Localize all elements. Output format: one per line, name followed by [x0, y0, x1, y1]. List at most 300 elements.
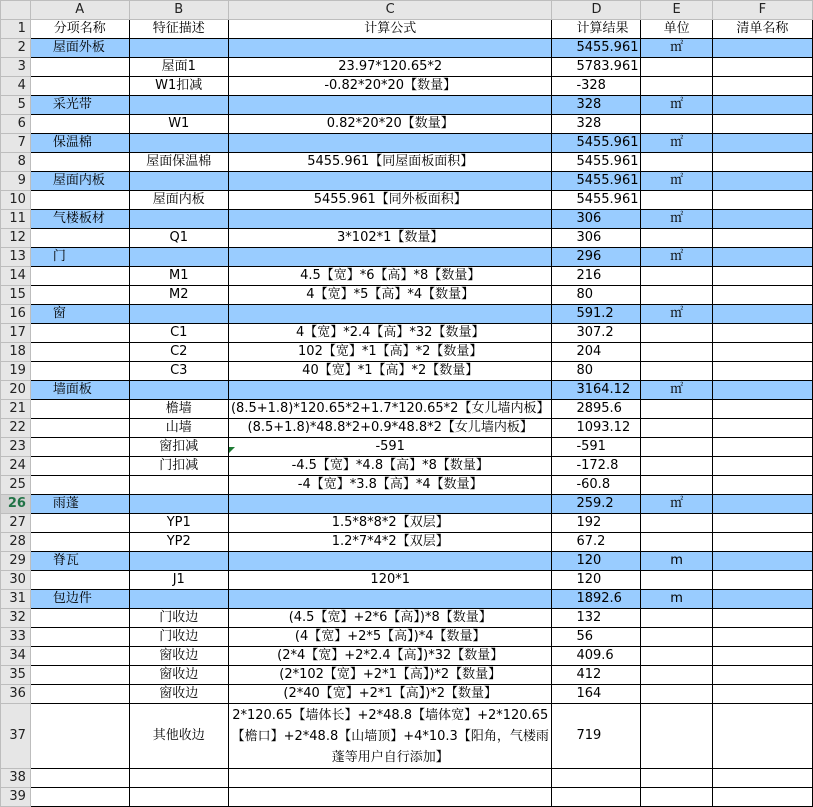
column-header-f[interactable]: F — [712, 1, 812, 20]
cell-b[interactable] — [129, 552, 228, 571]
cell-f[interactable] — [712, 381, 812, 400]
cell-b[interactable]: J1 — [129, 571, 228, 590]
cell-f[interactable] — [712, 96, 812, 115]
cell-d[interactable]: 216 — [552, 267, 641, 286]
cell-f[interactable] — [712, 400, 812, 419]
cell-a[interactable]: 分项名称 — [30, 20, 129, 39]
cell-c[interactable]: 23.97*120.65*2 — [228, 58, 551, 77]
cell-b[interactable]: W1 — [129, 115, 228, 134]
cell-f[interactable] — [712, 704, 812, 769]
cell-e[interactable]: ㎡ — [641, 305, 712, 324]
cell-c[interactable]: 2*120.65【墙体长】+2*48.8【墙体宽】+2*120.65【檐口】+2*48.8【山墙顶】+4*10.3【阳角，气楼雨蓬等用户自行添加】 — [228, 704, 551, 769]
table-row — [1, 533, 813, 552]
cell-b[interactable]: 门收边 — [129, 628, 228, 647]
table-row — [1, 210, 813, 229]
cell-c[interactable]: (8.5+1.8)*120.65*2+1.7*120.65*2【女儿墙内板】 — [228, 400, 551, 419]
cell-a[interactable]: 采光带 — [30, 96, 129, 115]
cell-d[interactable]: 计算结果 — [552, 20, 641, 39]
cell-f[interactable] — [712, 267, 812, 286]
cell-a[interactable] — [30, 286, 129, 305]
cell-b[interactable] — [129, 495, 228, 514]
cell-f[interactable] — [712, 457, 812, 476]
cell-c[interactable]: (2*102【宽】+2*1【高】)*2【数量】 — [228, 666, 551, 685]
cell-e[interactable]: ㎡ — [641, 381, 712, 400]
cell-a[interactable] — [30, 77, 129, 96]
cell-d[interactable]: 1892.6 — [552, 590, 641, 609]
cell-a[interactable] — [30, 514, 129, 533]
cell-e[interactable] — [641, 647, 712, 666]
cell-d[interactable]: 204 — [552, 343, 641, 362]
row-header[interactable]: 8 — [1, 153, 31, 172]
cell-a[interactable] — [30, 769, 129, 788]
cell-f[interactable] — [712, 324, 812, 343]
cell-a[interactable]: 脊瓦 — [30, 552, 129, 571]
cell-a[interactable] — [30, 704, 129, 769]
cell-c[interactable] — [228, 172, 551, 191]
cell-f[interactable] — [712, 628, 812, 647]
row-header[interactable]: 28 — [1, 533, 31, 552]
cell-b[interactable] — [129, 134, 228, 153]
cell-c[interactable] — [228, 381, 551, 400]
cell-b[interactable]: M1 — [129, 267, 228, 286]
cell-a[interactable] — [30, 533, 129, 552]
cell-a[interactable] — [30, 324, 129, 343]
cell-c[interactable]: 102【宽】*1【高】*2【数量】 — [228, 343, 551, 362]
cell-d[interactable]: -591 — [552, 438, 641, 457]
table-row — [1, 704, 813, 769]
cell-e[interactable] — [641, 514, 712, 533]
cell-c[interactable]: 0.82*20*20【数量】 — [228, 115, 551, 134]
cell-a[interactable] — [30, 267, 129, 286]
cell-f[interactable] — [712, 153, 812, 172]
cell-e[interactable]: ㎡ — [641, 210, 712, 229]
row-header[interactable]: 27 — [1, 514, 31, 533]
cell-e[interactable] — [641, 191, 712, 210]
row-header[interactable]: 20 — [1, 381, 31, 400]
row-header[interactable]: 14 — [1, 267, 31, 286]
cell-b[interactable] — [129, 476, 228, 495]
row-header[interactable]: 31 — [1, 590, 31, 609]
cell-f[interactable] — [712, 552, 812, 571]
cell-f[interactable] — [712, 248, 812, 267]
table-row — [1, 191, 813, 210]
cell-d[interactable]: 3164.12 — [552, 381, 641, 400]
cell-c[interactable] — [228, 39, 551, 58]
cell-a[interactable]: 墙面板 — [30, 381, 129, 400]
cell-b[interactable]: 屋面内板 — [129, 191, 228, 210]
cell-d[interactable]: 306 — [552, 229, 641, 248]
cell-f[interactable] — [712, 115, 812, 134]
row-header[interactable]: 11 — [1, 210, 31, 229]
row-header[interactable]: 12 — [1, 229, 31, 248]
cell-c[interactable]: (4.5【宽】+2*6【高】)*8【数量】 — [228, 609, 551, 628]
cell-c[interactable]: (2*4【宽】+2*2.4【高】)*32【数量】 — [228, 647, 551, 666]
cell-a[interactable] — [30, 457, 129, 476]
cell-d[interactable]: 192 — [552, 514, 641, 533]
table-row — [1, 267, 813, 286]
cell-d[interactable]: -328 — [552, 77, 641, 96]
cell-a[interactable]: 屋面外板 — [30, 39, 129, 58]
row-header[interactable]: 23 — [1, 438, 31, 457]
cell-a[interactable] — [30, 115, 129, 134]
row-header[interactable]: 34 — [1, 647, 31, 666]
cell-b[interactable]: 门收边 — [129, 609, 228, 628]
cell-e[interactable] — [641, 343, 712, 362]
cell-b[interactable] — [129, 39, 228, 58]
cell-e[interactable] — [641, 438, 712, 457]
cell-a[interactable]: 包边件 — [30, 590, 129, 609]
table-row — [1, 457, 813, 476]
cell-a[interactable] — [30, 628, 129, 647]
cell-f[interactable] — [712, 533, 812, 552]
cell-f[interactable]: 清单名称 — [712, 20, 812, 39]
cell-c[interactable] — [228, 495, 551, 514]
cell-f[interactable] — [712, 685, 812, 704]
cell-a[interactable] — [30, 666, 129, 685]
table-row — [1, 229, 813, 248]
cell-b[interactable]: 门扣减 — [129, 457, 228, 476]
cell-e[interactable] — [641, 533, 712, 552]
cell-b[interactable]: 山墙 — [129, 419, 228, 438]
cell-b[interactable]: Q1 — [129, 229, 228, 248]
cell-c[interactable]: 1.5*8*8*2【双层】 — [228, 514, 551, 533]
cell-e[interactable]: ㎡ — [641, 134, 712, 153]
cell-f[interactable] — [712, 438, 812, 457]
cell-f[interactable] — [712, 514, 812, 533]
cell-f[interactable] — [712, 39, 812, 58]
row-header[interactable]: 13 — [1, 248, 31, 267]
cell-d[interactable]: 120 — [552, 552, 641, 571]
cell-c[interactable]: 4【宽】*2.4【高】*32【数量】 — [228, 324, 551, 343]
cell-f[interactable] — [712, 476, 812, 495]
cell-e[interactable] — [641, 229, 712, 248]
table-row — [1, 666, 813, 685]
row-header[interactable]: 33 — [1, 628, 31, 647]
cell-c[interactable]: 40【宽】*1【高】*2【数量】 — [228, 362, 551, 381]
cell-d[interactable]: 164 — [552, 685, 641, 704]
row-header[interactable]: 3 — [1, 58, 31, 77]
cell-e[interactable] — [641, 769, 712, 788]
cell-b[interactable]: 窗收边 — [129, 685, 228, 704]
cell-c[interactable]: 120*1 — [228, 571, 551, 590]
row-header[interactable]: 4 — [1, 77, 31, 96]
cell-d[interactable]: 5783.961 — [552, 58, 641, 77]
cell-e[interactable] — [641, 324, 712, 343]
cell-d[interactable]: 306 — [552, 210, 641, 229]
cell-b[interactable]: C2 — [129, 343, 228, 362]
row-header[interactable]: 5 — [1, 96, 31, 115]
cell-a[interactable] — [30, 419, 129, 438]
cell-e[interactable]: ㎡ — [641, 495, 712, 514]
table-row — [1, 362, 813, 381]
row-header[interactable]: 39 — [1, 788, 31, 807]
cell-b[interactable] — [129, 210, 228, 229]
row-header[interactable]: 35 — [1, 666, 31, 685]
table-row — [1, 609, 813, 628]
cell-a[interactable] — [30, 229, 129, 248]
cell-f[interactable] — [712, 343, 812, 362]
cell-a[interactable] — [30, 343, 129, 362]
cell-d[interactable]: 5455.961 — [552, 134, 641, 153]
cell-e[interactable] — [641, 267, 712, 286]
cell-f[interactable] — [712, 571, 812, 590]
table-row — [1, 590, 813, 609]
cell-d[interactable]: 259.2 — [552, 495, 641, 514]
cell-e[interactable]: m — [641, 552, 712, 571]
cell-d[interactable]: 719 — [552, 704, 641, 769]
row-header[interactable]: 6 — [1, 115, 31, 134]
row-header[interactable]: 21 — [1, 400, 31, 419]
cell-c[interactable]: (2*40【宽】+2*1【高】)*2【数量】 — [228, 685, 551, 704]
cell-a[interactable] — [30, 476, 129, 495]
cell-b[interactable]: C3 — [129, 362, 228, 381]
row-header[interactable]: 30 — [1, 571, 31, 590]
cell-c[interactable]: 5455.961【同外板面积】 — [228, 191, 551, 210]
cell-b[interactable] — [129, 96, 228, 115]
cell-f[interactable] — [712, 134, 812, 153]
cell-f[interactable] — [712, 229, 812, 248]
cell-f[interactable] — [712, 210, 812, 229]
cell-d[interactable]: 5455.961 — [552, 39, 641, 58]
cell-c[interactable] — [228, 248, 551, 267]
table-row — [1, 381, 813, 400]
cell-d[interactable]: 80 — [552, 362, 641, 381]
cell-a[interactable]: 门 — [30, 248, 129, 267]
cell-c[interactable] — [228, 590, 551, 609]
cell-d[interactable]: 56 — [552, 628, 641, 647]
column-header-d[interactable]: D — [552, 1, 641, 20]
cell-c[interactable] — [228, 96, 551, 115]
cell-b[interactable]: M2 — [129, 286, 228, 305]
table-row — [1, 647, 813, 666]
cell-c[interactable]: -0.82*20*20【数量】 — [228, 77, 551, 96]
cell-e[interactable] — [641, 153, 712, 172]
cell-f[interactable] — [712, 419, 812, 438]
cell-e[interactable] — [641, 628, 712, 647]
cell-c[interactable]: 4.5【宽】*6【高】*8【数量】 — [228, 267, 551, 286]
cell-b[interactable] — [129, 305, 228, 324]
row-header[interactable]: 22 — [1, 419, 31, 438]
cell-a[interactable]: 气楼板材 — [30, 210, 129, 229]
cell-e[interactable]: ㎡ — [641, 39, 712, 58]
row-header[interactable]: 26 — [1, 495, 31, 514]
cell-d[interactable]: 409.6 — [552, 647, 641, 666]
cell-e[interactable] — [641, 476, 712, 495]
cell-b[interactable]: 窗收边 — [129, 647, 228, 666]
row-header[interactable]: 25 — [1, 476, 31, 495]
cell-f[interactable] — [712, 590, 812, 609]
cell-b[interactable]: 其他收边 — [129, 704, 228, 769]
cell-c[interactable] — [228, 210, 551, 229]
cell-d[interactable]: 1093.12 — [552, 419, 641, 438]
row-header[interactable]: 24 — [1, 457, 31, 476]
cell-e[interactable] — [641, 685, 712, 704]
cell-d[interactable]: 120 — [552, 571, 641, 590]
cell-b[interactable] — [129, 172, 228, 191]
cell-c[interactable] — [228, 769, 551, 788]
cell-b[interactable]: 屋面1 — [129, 58, 228, 77]
cell-c[interactable] — [228, 305, 551, 324]
table-row — [1, 438, 813, 457]
cell-f[interactable] — [712, 666, 812, 685]
row-header[interactable]: 7 — [1, 134, 31, 153]
cell-d[interactable]: -172.8 — [552, 457, 641, 476]
table-row — [1, 134, 813, 153]
cell-d[interactable]: -60.8 — [552, 476, 641, 495]
cell-b[interactable]: 特征描述 — [129, 20, 228, 39]
cell-c[interactable] — [228, 134, 551, 153]
select-all-corner[interactable] — [1, 1, 31, 20]
cell-a[interactable] — [30, 609, 129, 628]
cell-b[interactable]: 窗扣减 — [129, 438, 228, 457]
table-row — [1, 153, 813, 172]
row-header[interactable]: 32 — [1, 609, 31, 628]
cell-e[interactable] — [641, 286, 712, 305]
cell-e[interactable]: ㎡ — [641, 248, 712, 267]
cell-a[interactable]: 窗 — [30, 305, 129, 324]
cell-e[interactable] — [641, 704, 712, 769]
cell-f[interactable] — [712, 58, 812, 77]
cell-f[interactable] — [712, 495, 812, 514]
cell-f[interactable] — [712, 769, 812, 788]
cell-a[interactable]: 雨蓬 — [30, 495, 129, 514]
cell-a[interactable] — [30, 647, 129, 666]
cell-a[interactable] — [30, 400, 129, 419]
cell-f[interactable] — [712, 172, 812, 191]
column-header-c[interactable]: C — [228, 1, 551, 20]
table-row — [1, 400, 813, 419]
cell-e[interactable]: ㎡ — [641, 172, 712, 191]
table-row — [1, 419, 813, 438]
cell-f[interactable] — [712, 305, 812, 324]
cell-b[interactable] — [129, 590, 228, 609]
cell-a[interactable] — [30, 58, 129, 77]
cell-b[interactable]: W1扣减 — [129, 77, 228, 96]
cell-d[interactable]: 5455.961 — [552, 191, 641, 210]
cell-d[interactable]: 2895.6 — [552, 400, 641, 419]
cell-d[interactable]: 412 — [552, 666, 641, 685]
row-header[interactable]: 18 — [1, 343, 31, 362]
table-row — [1, 769, 813, 788]
cell-e[interactable] — [641, 400, 712, 419]
row-header[interactable]: 36 — [1, 685, 31, 704]
cell-c[interactable]: 计算公式 — [228, 20, 551, 39]
column-header-e[interactable]: E — [641, 1, 712, 20]
cell-b[interactable] — [129, 381, 228, 400]
row-header[interactable]: 9 — [1, 172, 31, 191]
cell-f[interactable] — [712, 647, 812, 666]
row-header[interactable]: 16 — [1, 305, 31, 324]
cell-b[interactable] — [129, 769, 228, 788]
column-header-a[interactable]: A — [30, 1, 129, 20]
cell-f[interactable] — [712, 362, 812, 381]
cell-f[interactable] — [712, 77, 812, 96]
row-header[interactable]: 15 — [1, 286, 31, 305]
row-header[interactable]: 37 — [1, 704, 31, 769]
cell-c[interactable] — [228, 552, 551, 571]
cell-b[interactable] — [129, 248, 228, 267]
cell-f[interactable] — [712, 191, 812, 210]
table-row — [1, 172, 813, 191]
cell-e[interactable] — [641, 419, 712, 438]
table-row — [1, 514, 813, 533]
cell-e[interactable]: m — [641, 590, 712, 609]
cell-e[interactable] — [641, 609, 712, 628]
cell-f[interactable] — [712, 609, 812, 628]
cell-d[interactable] — [552, 769, 641, 788]
cell-c[interactable]: -591 — [228, 438, 551, 457]
cell-b[interactable]: C1 — [129, 324, 228, 343]
table-row — [1, 495, 813, 514]
cell-e[interactable]: 单位 — [641, 20, 712, 39]
table-row — [1, 343, 813, 362]
cell-b[interactable]: 窗收边 — [129, 666, 228, 685]
cell-b[interactable]: YP1 — [129, 514, 228, 533]
cell-b[interactable]: YP2 — [129, 533, 228, 552]
cell-a[interactable] — [30, 191, 129, 210]
table-row — [1, 20, 813, 39]
cell-d[interactable]: 328 — [552, 96, 641, 115]
cell-e[interactable] — [641, 457, 712, 476]
row-header[interactable]: 38 — [1, 769, 31, 788]
row-header[interactable]: 29 — [1, 552, 31, 571]
table-row — [1, 476, 813, 495]
cell-c[interactable]: 3*102*1【数量】 — [228, 229, 551, 248]
cell-d[interactable]: 591.2 — [552, 305, 641, 324]
cell-d[interactable]: 5455.961 — [552, 172, 641, 191]
cell-b[interactable]: 檐墙 — [129, 400, 228, 419]
cell-e[interactable]: ㎡ — [641, 96, 712, 115]
cell-c[interactable]: 5455.961【同屋面板面积】 — [228, 153, 551, 172]
column-header-b[interactable]: B — [129, 1, 228, 20]
cell-e[interactable] — [641, 58, 712, 77]
cell-d[interactable]: 5455.961 — [552, 153, 641, 172]
row-header[interactable]: 1 — [1, 20, 31, 39]
cell-e[interactable] — [641, 115, 712, 134]
cell-c[interactable]: -4【宽】*3.8【高】*4【数量】 — [228, 476, 551, 495]
cell-a[interactable] — [30, 571, 129, 590]
cell-a[interactable]: 保温棉 — [30, 134, 129, 153]
cell-d[interactable]: 307.2 — [552, 324, 641, 343]
row-header[interactable]: 10 — [1, 191, 31, 210]
row-header[interactable]: 2 — [1, 39, 31, 58]
cell-f[interactable] — [712, 286, 812, 305]
table-row — [1, 286, 813, 305]
cell-a[interactable] — [30, 438, 129, 457]
cell-d[interactable]: 132 — [552, 609, 641, 628]
cell-c[interactable]: (4【宽】+2*5【高】)*4【数量】 — [228, 628, 551, 647]
cell-e[interactable] — [641, 77, 712, 96]
cell-d[interactable]: 80 — [552, 286, 641, 305]
cell-b[interactable]: 屋面保温棉 — [129, 153, 228, 172]
cell-c[interactable]: (8.5+1.8)*48.8*2+0.9*48.8*2【女儿墙内板】 — [228, 419, 551, 438]
cell-e[interactable] — [641, 362, 712, 381]
cell-d[interactable]: 296 — [552, 248, 641, 267]
cell-c[interactable]: -4.5【宽】*4.8【高】*8【数量】 — [228, 457, 551, 476]
cell-a[interactable]: 屋面内板 — [30, 172, 129, 191]
cell-a[interactable] — [30, 362, 129, 381]
cell-d[interactable]: 67.2 — [552, 533, 641, 552]
row-header[interactable]: 19 — [1, 362, 31, 381]
cell-a[interactable] — [30, 153, 129, 172]
cell-e[interactable] — [641, 666, 712, 685]
cell-e[interactable] — [641, 571, 712, 590]
cell-a[interactable] — [30, 685, 129, 704]
cell-c[interactable]: 4【宽】*5【高】*4【数量】 — [228, 286, 551, 305]
cell-c[interactable]: 1.2*7*4*2【双层】 — [228, 533, 551, 552]
row-header[interactable]: 17 — [1, 324, 31, 343]
cell-d[interactable]: 328 — [552, 115, 641, 134]
